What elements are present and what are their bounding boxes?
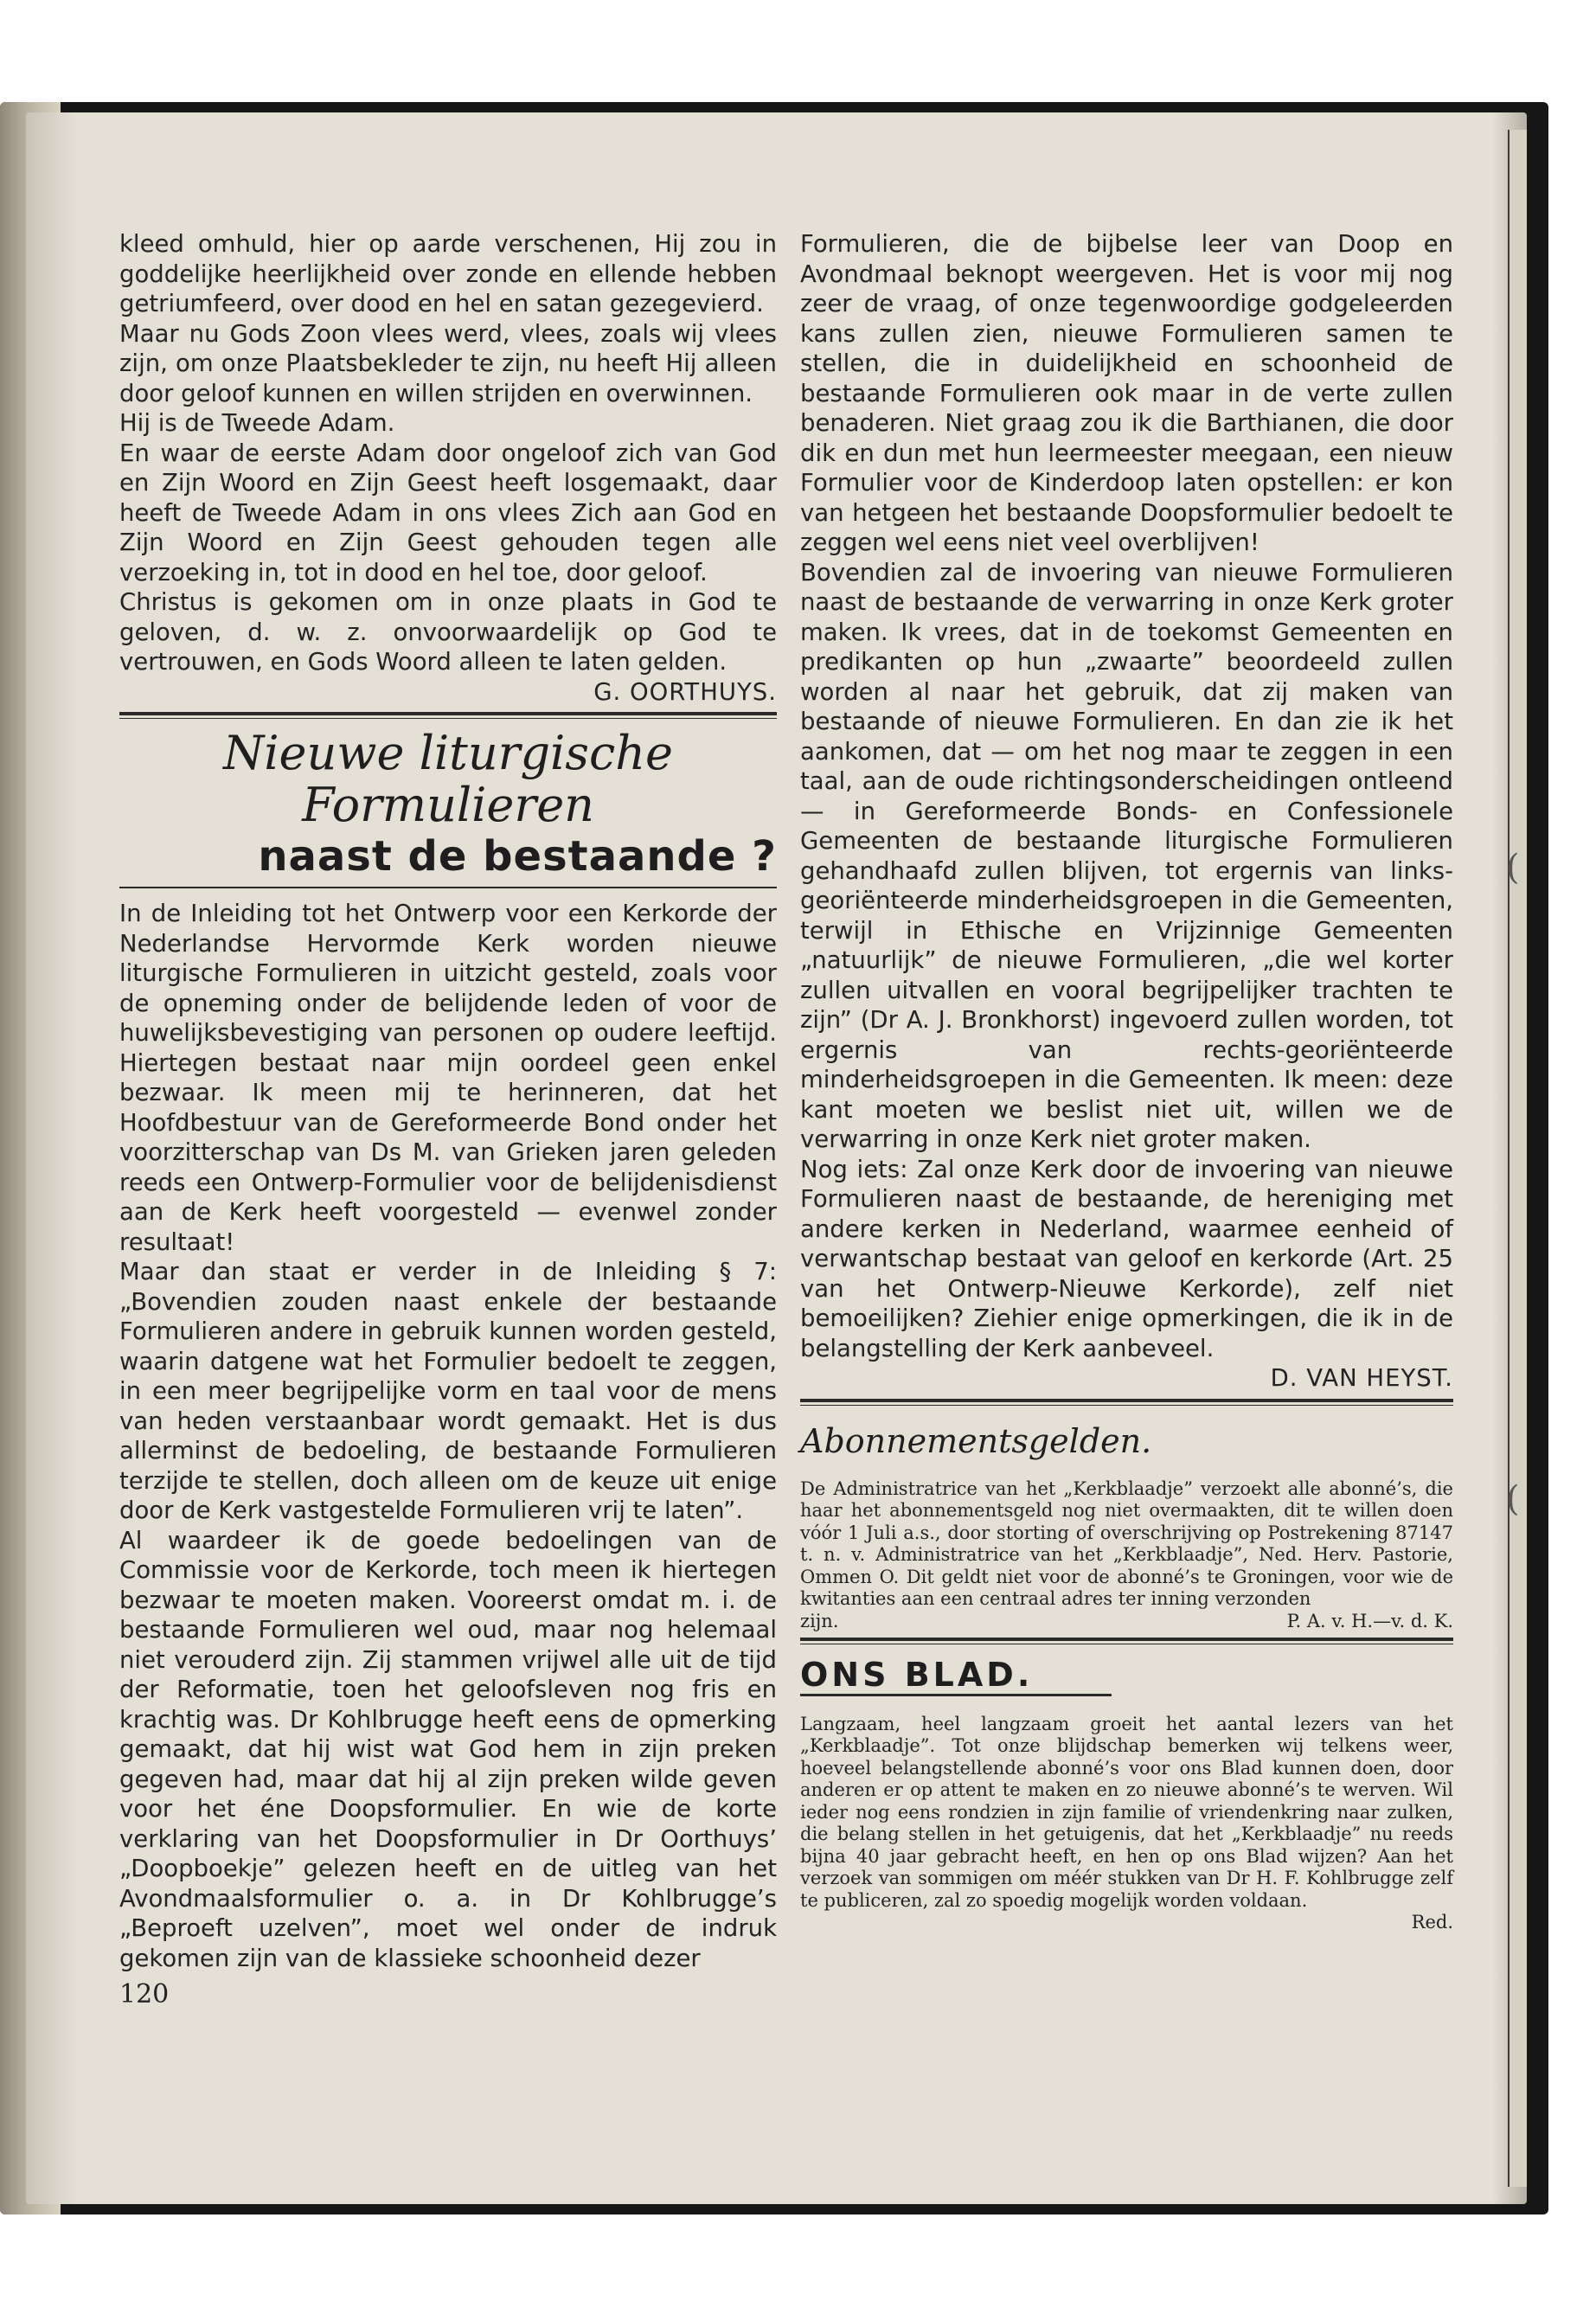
paragraph: Formulieren, die de bijbelse leer van Doop en Avondmaal beknopt weergeven. Het is voor mij nog zeer de vraag, of onze tegenwoordige godgeleerden kans zullen zien, nieuwe Formulieren samen te stellen, die in duidelijkheid en schoonheid de bestaande Formulieren ook maar in de verte zullen benaderen. Niet graag zou ik die Barthianen, die door dik en dun met hun leermeester meegaan, een nieuw Formulier voor de Kinderdoop laten opstellen: er kon van hetgeen het bestaande Doopsformulier bedoelt te zeggen wel eens niet veel overblijven! — [800, 230, 1453, 556]
section-divider — [119, 712, 777, 719]
page — [26, 112, 1527, 2204]
left-column — [119, 229, 777, 2010]
article-subheadline: naast de bestaande ? — [258, 832, 777, 881]
paragraph: In de Inleiding tot het Ontwerp voor een Kerkorde der Nederlandse Hervormde Kerk worden nieuwe liturgische Formulieren in uitzicht gesteld, zoals voor de opneming onder de belijdende leden of voor de huwelijksbevestiging van personen op oudere leeftijd. Hiertegen bestaat naar mijn oordeel geen enkel bezwaar. Ik meen mij te herinneren, dat het Hoofdbestuur van de Gereformeerde Bond onder het voorzitterschap van Ds M. van Grieken jaren geleden reeds een Ontwerp-Formulier voor de belijdenisdienst aan de Kerk heeft voorgesteld — evenwel zonder resultaat! — [119, 900, 777, 1256]
edge-mark: ( — [1506, 848, 1520, 888]
scan-frame — [0, 102, 1548, 2214]
article-headline: Nieuwe liturgische Formulieren — [223, 726, 673, 832]
ons-blad-text: Langzaam, heel langzaam groeit het aantal lezers van het „Kerkblaadje”. Tot onze blijdschap bemerken wij telkens weer, hoeveel belangstellende abonné’s voor ons Blad kunnen doen, door anderen er op attent te maken en zo nieuwe abonné’s te werven. Wil ieder nog eens rondzien in zijn familie of vriendenkring naar zulken, die belang stellen in het getuigenis, dat het „Kerkblaadje” nu reeds bijna 40 jaar gebracht heeft, en hen op ons Blad wijzen? Aan het verzoek van sommigen om méér stukken van Dr H. F. Kohlbrugge zelf te publiceren, zal zo spoedig mogelijk worden voldaan. — [800, 1713, 1453, 1911]
author-signature: G. OORTHUYS. — [593, 677, 777, 706]
abonnement-footer — [800, 1611, 1453, 1633]
paragraph: Al waardeer ik de goede bedoelingen van de Commissie voor de Kerkorde, toch meen ik hiertegen bezwaar te moeten maken. Vooreerst omdat m. i. de bestaande Formulieren wel oud, maar nog helemaal niet verouderd zijn. Zij stammen vrijwel alle uit de tijd der Reformatie, toen het geloofsleven nog fris en krachtig was. Dr Kohlbrugge heeft eens de opmerking gemaakt, dat hij wist wat God hem in zijn preken gegeven had, maar dat hij al zijn preken wilde geven voor het éne Doopsformulier. En wie de korte verklaring van het Doopsformulier in Dr Oorthuys’ „Doopboekje” gelezen heeft en de uitleg van het Avondmaalsformulier o. a. in Dr Kohlbrugge’s „Beproeft uzelven”, moet wel onder de indruk gekomen zijn van de klassieke schoonheid dezer — [119, 1526, 777, 1972]
abonnement-text: De Administratrice van het „Kerkblaadje” verzoekt alle abonné’s, die haar het abonnementsgeld nog niet overmaakten, dit te willen doen vóór 1 Juli a.s., door storting of overschrijving op Postrekening 87147 t. n. v. Administratrice van het „Kerkblaadje”, Ned. Herv. Pastorie, Ommen O. Dit geldt niet voor de abonné’s te Groningen, voor wie de kwitanties aan een centraal adres ter inning verzonden — [800, 1477, 1453, 1609]
ons-blad-signature: Red. — [1411, 1912, 1453, 1932]
paragraph: Hij is de Tweede Adam. — [119, 409, 395, 437]
abonnement-signature: P. A. v. H.—v. d. K. — [1286, 1610, 1453, 1631]
paragraph: Christus is gekomen om in onze plaats in God te geloven, d. w. z. onvoorwaardelijk op God te vertrouwen, en Gods Woord alleen te laten gelden. — [119, 588, 777, 676]
paragraph: Maar nu Gods Zoon vlees werd, vlees, zoals wij vlees zijn, om onze Plaatsbekleder te zijn, nu heeft Hij alleen door geloof kunnen en willen strijden en overwinnen. — [119, 319, 777, 407]
paragraph: En waar de eerste Adam door ongeloof zich van God en Zijn Woord en Zijn Geest heeft losgemaakt, daar heeft de Tweede Adam in ons vlees Zich aan God en Zijn Woord en Zijn Geest gehouden tegen alle verzoeking in, tot in dood en hel toe, door geloof. — [119, 439, 777, 586]
next-page-edge — [1508, 130, 1527, 2187]
paragraph: kleed omhuld, hier op aarde verschenen, Hij zou in goddelijke heerlijkheid over zonde en ellende hebben getriumfeerd, over dood en hel en satan gezegevierd. — [119, 230, 777, 317]
ons-blad-heading: ONS BLAD. — [800, 1656, 1034, 1694]
abonnement-last-word: zijn. — [800, 1610, 839, 1631]
headline-rule — [119, 887, 777, 888]
section-divider — [800, 1399, 1453, 1406]
paragraph: Nog iets: Zal onze Kerk door de invoering van nieuwe Formulieren naast de bestaande, de hereniging met andere kerken in Nederland, waarmee eenheid of verwantschap bestaat van geloof en kerkorde (Art. 25 van het Ontwerp-Nieuwe Kerkorde), zelf niet bemoeilijken? Ziehier enige opmerkingen, die ik in de belangstelling der Kerk aanbeveel. — [800, 1155, 1453, 1362]
right-column — [800, 229, 1453, 1934]
edge-mark: ( — [1506, 1479, 1520, 1519]
author-signature: D. VAN HEYST. — [1270, 1364, 1453, 1392]
section-divider — [800, 1638, 1453, 1644]
abonnement-heading: Abonnementsgelden. — [800, 1421, 1152, 1460]
page-number: 120 — [119, 1979, 170, 2009]
paragraph: Maar dan staat er verder in de Inleiding § 7: „Bovendien zouden naast enkele der bestaande Formulieren andere in gebruik kunnen worden gesteld, waarin datgene wat het Formulier bedoelt te zeggen, in een meer begrijpelijke vorm en taal voor de mens van heden verstaanbaar wordt gemaakt. Het is dus allerminst de bedoeling, de bestaande Formulieren terzijde te stellen, doch alleen om de keuze uit enige door de Kerk vastgestelde Formulieren vrij te laten”. — [119, 1258, 777, 1524]
paragraph: Bovendien zal de invoering van nieuwe Formulieren naast de bestaande de verwarring in onze Kerk groter maken. Ik vrees, dat in de toekomst Gemeenten en predikanten op hun „zwaarte” beoordeeld zullen worden al naar het gebruik, dat zij maken van bestaande of nieuwe Formulieren. En dan zie ik het aankomen, dat — om het nog maar te zeggen in een taal, aan de oude richtingsonderscheidingen ontleend — in Gereformeerde Bonds- en Confessionele Gemeenten de bestaande liturgische Formulieren gehandhaafd zullen blijven, tot ergernis van links-georiënteerde minderheidsgroepen in die Gemeenten, terwijl in Ethische en Vrijzinnige Gemeenten „natuurlijk” de nieuwe Formulieren, „die wel korter zullen uitvallen en vooral begrijpelijker trachten te zijn” (Dr A. J. Bronkhorst) ingevoerd zullen worden, tot ergernis van rechts-georiënteerde minderheidsgroepen in die Gemeenten. Ik meen: deze kant moeten we beslist niet uit, willen we de verwarring in onze Kerk niet groter maken. — [800, 558, 1453, 1153]
